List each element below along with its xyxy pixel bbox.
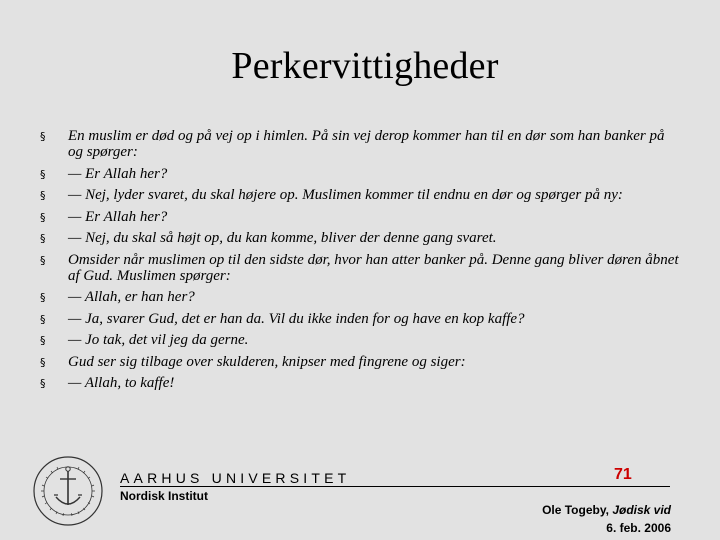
bullet-text: — Allah, to kaffe!	[68, 375, 175, 391]
bullet-icon: §	[40, 232, 46, 245]
author-name: Ole Togeby,	[542, 503, 609, 517]
bullet-icon: §	[40, 253, 46, 267]
bullet-icon: §	[40, 210, 46, 224]
bullet-text: — Jo tak, det vil jeg da gerne.	[68, 332, 249, 348]
bullet-item	[40, 375, 680, 391]
bullet-item	[40, 354, 680, 370]
bullet-item	[40, 128, 680, 160]
bullet-text: — Nej, lyder svaret, du skal højere op. Muslimen kommer til endnu en dør og spørger på ny:	[68, 187, 623, 203]
bullet-text: — Nej, du skal så højt op, du kan komme, bliver der denne gang svaret.	[68, 230, 497, 246]
bullet-text: En muslim er død og på vej op i himlen. På sin vej derop kommer han til en dør som han banker på og spørger:	[68, 128, 665, 160]
bullet-icon: §	[40, 189, 46, 202]
bullet-icon: §	[40, 312, 46, 326]
page-number: 71	[614, 466, 632, 483]
bullet-item	[40, 230, 680, 246]
slide-date: 6. feb. 2006	[606, 521, 671, 535]
bullet-icon: §	[40, 377, 46, 390]
bullet-icon: §	[40, 130, 46, 143]
bullet-text: — Allah, er han her?	[68, 289, 195, 305]
bullet-list	[40, 128, 680, 397]
footer-rule	[120, 486, 670, 487]
author-block	[542, 501, 671, 537]
bullet-item	[40, 332, 680, 348]
bullet-icon: §	[40, 167, 46, 181]
author-line	[542, 501, 671, 519]
bullet-item	[40, 209, 680, 225]
bullet-item	[40, 311, 680, 327]
bullet-icon: §	[40, 291, 46, 304]
bullet-icon: §	[40, 334, 46, 347]
university-name: AARHUS UNIVERSITET	[120, 470, 351, 486]
bullet-icon: §	[40, 355, 46, 369]
bullet-item	[40, 187, 680, 203]
slide-title: Perkervittigheder	[231, 45, 499, 87]
course-title: Jødisk vid	[612, 503, 671, 517]
bullet-text: Omsider når muslimen op til den sidste dør, hvor han atter banker på. Denne gang bliver døren åbnet af Gud. Muslimen spørger:	[68, 251, 679, 284]
bullet-item	[40, 166, 680, 182]
aarhus-university-seal-icon	[32, 455, 104, 527]
bullet-text: — Er Allah her?	[68, 208, 168, 225]
bullet-item	[40, 289, 680, 305]
bullet-text: Gud ser sig tilbage over skulderen, knipser med fingrene og siger:	[68, 353, 466, 370]
bullet-text: — Er Allah her?	[68, 165, 168, 182]
bullet-text: — Ja, svarer Gud, det er han da. Vil du ikke inden for og have en kop kaffe?	[68, 310, 525, 327]
bullet-item	[40, 252, 680, 284]
institute-name: Nordisk Institut	[120, 489, 209, 503]
